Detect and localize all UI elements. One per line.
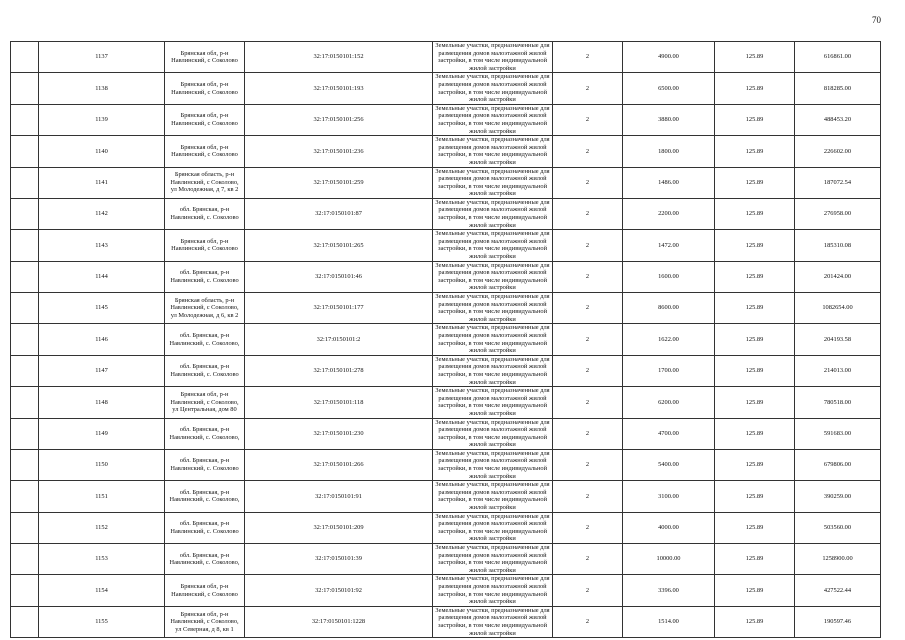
address-cell: обл. Брянская, р-н Навлинский, с. Соколово	[165, 198, 245, 229]
group-number-cell: 2	[553, 198, 623, 229]
specific-value-cell: 125.89	[715, 167, 795, 198]
group-number-cell: 2	[553, 104, 623, 135]
row-number-cell: 1145	[39, 293, 165, 324]
cadastral-number-cell: 32:17:0150101:1228	[245, 606, 433, 637]
land-use-description-cell: Земельные участки, предназначенные для размещения домов малоэтажной жилой застройки, в том числе индивидуальной жилой застройки	[433, 73, 553, 104]
address-cell: обл. Брянская, р-н Навлинский, с. Соколово,	[165, 324, 245, 355]
area-cell: 4700.00	[623, 418, 715, 449]
blank-cell	[11, 606, 39, 637]
address-cell: обл. Брянская, р-н Навлинский, с. Соколово,	[165, 544, 245, 575]
blank-cell	[11, 575, 39, 606]
area-cell: 1800.00	[623, 136, 715, 167]
address-cell: обл. Брянская, р-н Навлинский, с. Соколово,	[165, 481, 245, 512]
blank-cell	[11, 355, 39, 386]
address-cell: Брянская обл, р-н Навлинский, с Соколово	[165, 136, 245, 167]
land-use-description-cell: Земельные участки, предназначенные для размещения домов малоэтажной жилой застройки, в том числе индивидуальной жилой застройки	[433, 104, 553, 135]
cadastral-number-cell: 32:17:0150101:177	[245, 293, 433, 324]
group-number-cell: 2	[553, 355, 623, 386]
table-row	[11, 136, 881, 167]
row-number-cell: 1140	[39, 136, 165, 167]
blank-cell	[11, 136, 39, 167]
area-cell: 10000.00	[623, 544, 715, 575]
area-cell: 6200.00	[623, 387, 715, 418]
blank-cell	[11, 293, 39, 324]
row-number-cell: 1147	[39, 355, 165, 386]
specific-value-cell: 125.89	[715, 418, 795, 449]
row-number-cell: 1137	[39, 42, 165, 73]
group-number-cell: 2	[553, 512, 623, 543]
area-cell: 1622.00	[623, 324, 715, 355]
cadastral-number-cell: 32:17:0150101:92	[245, 575, 433, 606]
address-cell: обл. Брянская, р-н Навлинский, с. Соколово	[165, 261, 245, 292]
specific-value-cell: 125.89	[715, 230, 795, 261]
address-cell: Брянская область, р-н Навлинский, с Соколово, ул Молодежная, д 7, кв 2	[165, 167, 245, 198]
land-use-description-cell: Земельные участки, предназначенные для размещения домов малоэтажной жилой застройки, в том числе индивидуальной жилой застройки	[433, 293, 553, 324]
group-number-cell: 2	[553, 418, 623, 449]
address-cell: Брянская обл, р-н Навлинский, с Соколово	[165, 73, 245, 104]
specific-value-cell: 125.89	[715, 73, 795, 104]
cadastral-number-cell: 32:17:0150101:46	[245, 261, 433, 292]
group-number-cell: 2	[553, 481, 623, 512]
land-use-description-cell: Земельные участки, предназначенные для размещения домов малоэтажной жилой застройки, в том числе индивидуальной жилой застройки	[433, 136, 553, 167]
specific-value-cell: 125.89	[715, 293, 795, 324]
blank-cell	[11, 481, 39, 512]
blank-cell	[11, 198, 39, 229]
cadastral-value-cell: 201424.00	[795, 261, 881, 292]
cadastral-value-cell: 780518.00	[795, 387, 881, 418]
specific-value-cell: 125.89	[715, 261, 795, 292]
group-number-cell: 2	[553, 544, 623, 575]
table-row	[11, 481, 881, 512]
table-row	[11, 544, 881, 575]
row-number-cell: 1149	[39, 418, 165, 449]
land-use-description-cell: Земельные участки, предназначенные для размещения домов малоэтажной жилой застройки, в том числе индивидуальной жилой застройки	[433, 42, 553, 73]
cadastral-value-cell: 190597.46	[795, 606, 881, 637]
table-row	[11, 418, 881, 449]
group-number-cell: 2	[553, 324, 623, 355]
group-number-cell: 2	[553, 136, 623, 167]
table-row	[11, 104, 881, 135]
row-number-cell: 1141	[39, 167, 165, 198]
specific-value-cell: 125.89	[715, 136, 795, 167]
area-cell: 4000.00	[623, 512, 715, 543]
area-cell: 3100.00	[623, 481, 715, 512]
address-cell: Брянская область, р-н Навлинский, с Соколово, ул Молодежная, д 6, кв 2	[165, 293, 245, 324]
row-number-cell: 1154	[39, 575, 165, 606]
land-use-description-cell: Земельные участки, предназначенные для размещения домов малоэтажной жилой застройки, в том числе индивидуальной жилой застройки	[433, 198, 553, 229]
cadastral-value-cell: 427522.44	[795, 575, 881, 606]
area-cell: 3880.00	[623, 104, 715, 135]
blank-cell	[11, 512, 39, 543]
row-number-cell: 1148	[39, 387, 165, 418]
cadastral-value-cell: 679806.00	[795, 449, 881, 480]
cadastral-number-cell: 32:17:0150101:152	[245, 42, 433, 73]
land-use-description-cell: Земельные участки, предназначенные для размещения домов малоэтажной жилой застройки, в том числе индивидуальной жилой застройки	[433, 606, 553, 637]
row-number-cell: 1150	[39, 449, 165, 480]
specific-value-cell: 125.89	[715, 198, 795, 229]
cadastral-number-cell: 32:17:0150101:256	[245, 104, 433, 135]
table-row	[11, 198, 881, 229]
table-row	[11, 512, 881, 543]
blank-cell	[11, 167, 39, 198]
cadastral-value-cell: 488453.20	[795, 104, 881, 135]
group-number-cell: 2	[553, 261, 623, 292]
cadastral-number-cell: 32:17:0150101:118	[245, 387, 433, 418]
address-cell: обл. Брянская, р-н Навлинский, с. Соколово	[165, 449, 245, 480]
cadastral-value-cell: 204193.58	[795, 324, 881, 355]
area-cell: 1700.00	[623, 355, 715, 386]
cadastral-value-cell: 390259.00	[795, 481, 881, 512]
land-use-description-cell: Земельные участки, предназначенные для размещения домов малоэтажной жилой застройки, в том числе индивидуальной жилой застройки	[433, 167, 553, 198]
table-row	[11, 230, 881, 261]
cadastral-value-cell: 1082654.00	[795, 293, 881, 324]
table-row	[11, 293, 881, 324]
blank-cell	[11, 449, 39, 480]
specific-value-cell: 125.89	[715, 575, 795, 606]
cadastral-value-cell: 591683.00	[795, 418, 881, 449]
table-row	[11, 167, 881, 198]
specific-value-cell: 125.89	[715, 481, 795, 512]
group-number-cell: 2	[553, 73, 623, 104]
blank-cell	[11, 418, 39, 449]
area-cell: 1600.00	[623, 261, 715, 292]
cadastral-number-cell: 32:17:0150101:209	[245, 512, 433, 543]
address-cell: Брянская обл, р-н Навлинский, с Соколово	[165, 230, 245, 261]
cadastral-number-cell: 32:17:0150101:265	[245, 230, 433, 261]
area-cell: 8600.00	[623, 293, 715, 324]
cadastral-value-cell: 616861.00	[795, 42, 881, 73]
row-number-cell: 1155	[39, 606, 165, 637]
area-cell: 3396.00	[623, 575, 715, 606]
blank-cell	[11, 73, 39, 104]
blank-cell	[11, 230, 39, 261]
land-use-description-cell: Земельные участки, предназначенные для размещения домов малоэтажной жилой застройки, в том числе индивидуальной жилой застройки	[433, 544, 553, 575]
area-cell: 6500.00	[623, 73, 715, 104]
specific-value-cell: 125.89	[715, 42, 795, 73]
group-number-cell: 2	[553, 449, 623, 480]
table-row	[11, 261, 881, 292]
land-use-description-cell: Земельные участки, предназначенные для размещения домов малоэтажной жилой застройки, в том числе индивидуальной жилой застройки	[433, 575, 553, 606]
group-number-cell: 2	[553, 575, 623, 606]
area-cell: 4900.00	[623, 42, 715, 73]
blank-cell	[11, 544, 39, 575]
area-cell: 5400.00	[623, 449, 715, 480]
blank-cell	[11, 387, 39, 418]
area-cell: 1514.00	[623, 606, 715, 637]
blank-cell	[11, 42, 39, 73]
cadastral-value-cell: 214013.00	[795, 355, 881, 386]
address-cell: обл. Брянская, р-н Навлинский, с. Соколово,	[165, 418, 245, 449]
cadastral-number-cell: 32:17:0150101:39	[245, 544, 433, 575]
table-row	[11, 575, 881, 606]
address-cell: Брянская обл, р-н Навлинский, с Соколово, ул Северная, д 8, кв 1	[165, 606, 245, 637]
row-number-cell: 1143	[39, 230, 165, 261]
blank-cell	[11, 261, 39, 292]
address-cell: обл. Брянская, р-н Навлинский, с. Соколово	[165, 512, 245, 543]
group-number-cell: 2	[553, 293, 623, 324]
specific-value-cell: 125.89	[715, 104, 795, 135]
specific-value-cell: 125.89	[715, 449, 795, 480]
blank-cell	[11, 324, 39, 355]
row-number-cell: 1153	[39, 544, 165, 575]
address-cell: Брянская обл, р-н Навлинский, с Соколово	[165, 104, 245, 135]
table-row	[11, 449, 881, 480]
blank-cell	[11, 104, 39, 135]
specific-value-cell: 125.89	[715, 387, 795, 418]
land-use-description-cell: Земельные участки, предназначенные для размещения домов малоэтажной жилой застройки, в том числе индивидуальной жилой застройки	[433, 230, 553, 261]
cadastral-value-cell: 185310.08	[795, 230, 881, 261]
address-cell: Брянская обл, р-н Навлинский, с Соколово, ул Центральная, дом 80	[165, 387, 245, 418]
row-number-cell: 1138	[39, 73, 165, 104]
cadastral-value-table	[10, 41, 881, 638]
cadastral-value-cell: 276958.00	[795, 198, 881, 229]
cadastral-number-cell: 32:17:0150101:259	[245, 167, 433, 198]
row-number-cell: 1146	[39, 324, 165, 355]
group-number-cell: 2	[553, 606, 623, 637]
table-row	[11, 324, 881, 355]
row-number-cell: 1144	[39, 261, 165, 292]
cadastral-number-cell: 32:17:0150101:236	[245, 136, 433, 167]
group-number-cell: 2	[553, 167, 623, 198]
land-use-description-cell: Земельные участки, предназначенные для размещения домов малоэтажной жилой застройки, в том числе индивидуальной жилой застройки	[433, 418, 553, 449]
group-number-cell: 2	[553, 230, 623, 261]
specific-value-cell: 125.89	[715, 606, 795, 637]
area-cell: 2200.00	[623, 198, 715, 229]
cadastral-value-cell: 1258900.00	[795, 544, 881, 575]
cadastral-number-cell: 32:17:0150101:193	[245, 73, 433, 104]
row-number-cell: 1152	[39, 512, 165, 543]
land-use-description-cell: Земельные участки, предназначенные для размещения домов малоэтажной жилой застройки, в том числе индивидуальной жилой застройки	[433, 324, 553, 355]
land-use-description-cell: Земельные участки, предназначенные для размещения домов малоэтажной жилой застройки, в том числе индивидуальной жилой застройки	[433, 449, 553, 480]
specific-value-cell: 125.89	[715, 512, 795, 543]
land-use-description-cell: Земельные участки, предназначенные для размещения домов малоэтажной жилой застройки, в том числе индивидуальной жилой застройки	[433, 355, 553, 386]
cadastral-number-cell: 32:17:0150101:230	[245, 418, 433, 449]
cadastral-number-cell: 32:17:0150101:278	[245, 355, 433, 386]
table-row	[11, 355, 881, 386]
address-cell: Брянская обл, р-н Навлинский, с Соколово	[165, 575, 245, 606]
specific-value-cell: 125.89	[715, 544, 795, 575]
land-use-description-cell: Земельные участки, предназначенные для размещения домов малоэтажной жилой застройки, в том числе индивидуальной жилой застройки	[433, 512, 553, 543]
cadastral-number-cell: 32:17:0150101:91	[245, 481, 433, 512]
cadastral-value-cell: 818285.00	[795, 73, 881, 104]
land-use-description-cell: Земельные участки, предназначенные для размещения домов малоэтажной жилой застройки, в том числе индивидуальной жилой застройки	[433, 481, 553, 512]
table-row	[11, 606, 881, 637]
cadastral-value-cell: 187072.54	[795, 167, 881, 198]
cadastral-value-cell: 503560.00	[795, 512, 881, 543]
table-row	[11, 42, 881, 73]
row-number-cell: 1142	[39, 198, 165, 229]
table-row	[11, 73, 881, 104]
cadastral-number-cell: 32:17:0150101:87	[245, 198, 433, 229]
specific-value-cell: 125.89	[715, 355, 795, 386]
table-row	[11, 387, 881, 418]
address-cell: Брянская обл, р-н Навлинский, с Соколово	[165, 42, 245, 73]
group-number-cell: 2	[553, 387, 623, 418]
group-number-cell: 2	[553, 42, 623, 73]
page-number: 70	[872, 15, 881, 25]
row-number-cell: 1139	[39, 104, 165, 135]
address-cell: обл. Брянская, р-н Навлинский, с. Соколово	[165, 355, 245, 386]
table-body	[11, 42, 881, 638]
area-cell: 1486.00	[623, 167, 715, 198]
area-cell: 1472.00	[623, 230, 715, 261]
cadastral-number-cell: 32:17:0150101:2	[245, 324, 433, 355]
row-number-cell: 1151	[39, 481, 165, 512]
cadastral-value-cell: 226602.00	[795, 136, 881, 167]
specific-value-cell: 125.89	[715, 324, 795, 355]
cadastral-number-cell: 32:17:0150101:266	[245, 449, 433, 480]
land-use-description-cell: Земельные участки, предназначенные для размещения домов малоэтажной жилой застройки, в том числе индивидуальной жилой застройки	[433, 261, 553, 292]
land-use-description-cell: Земельные участки, предназначенные для размещения домов малоэтажной жилой застройки, в том числе индивидуальной жилой застройки	[433, 387, 553, 418]
